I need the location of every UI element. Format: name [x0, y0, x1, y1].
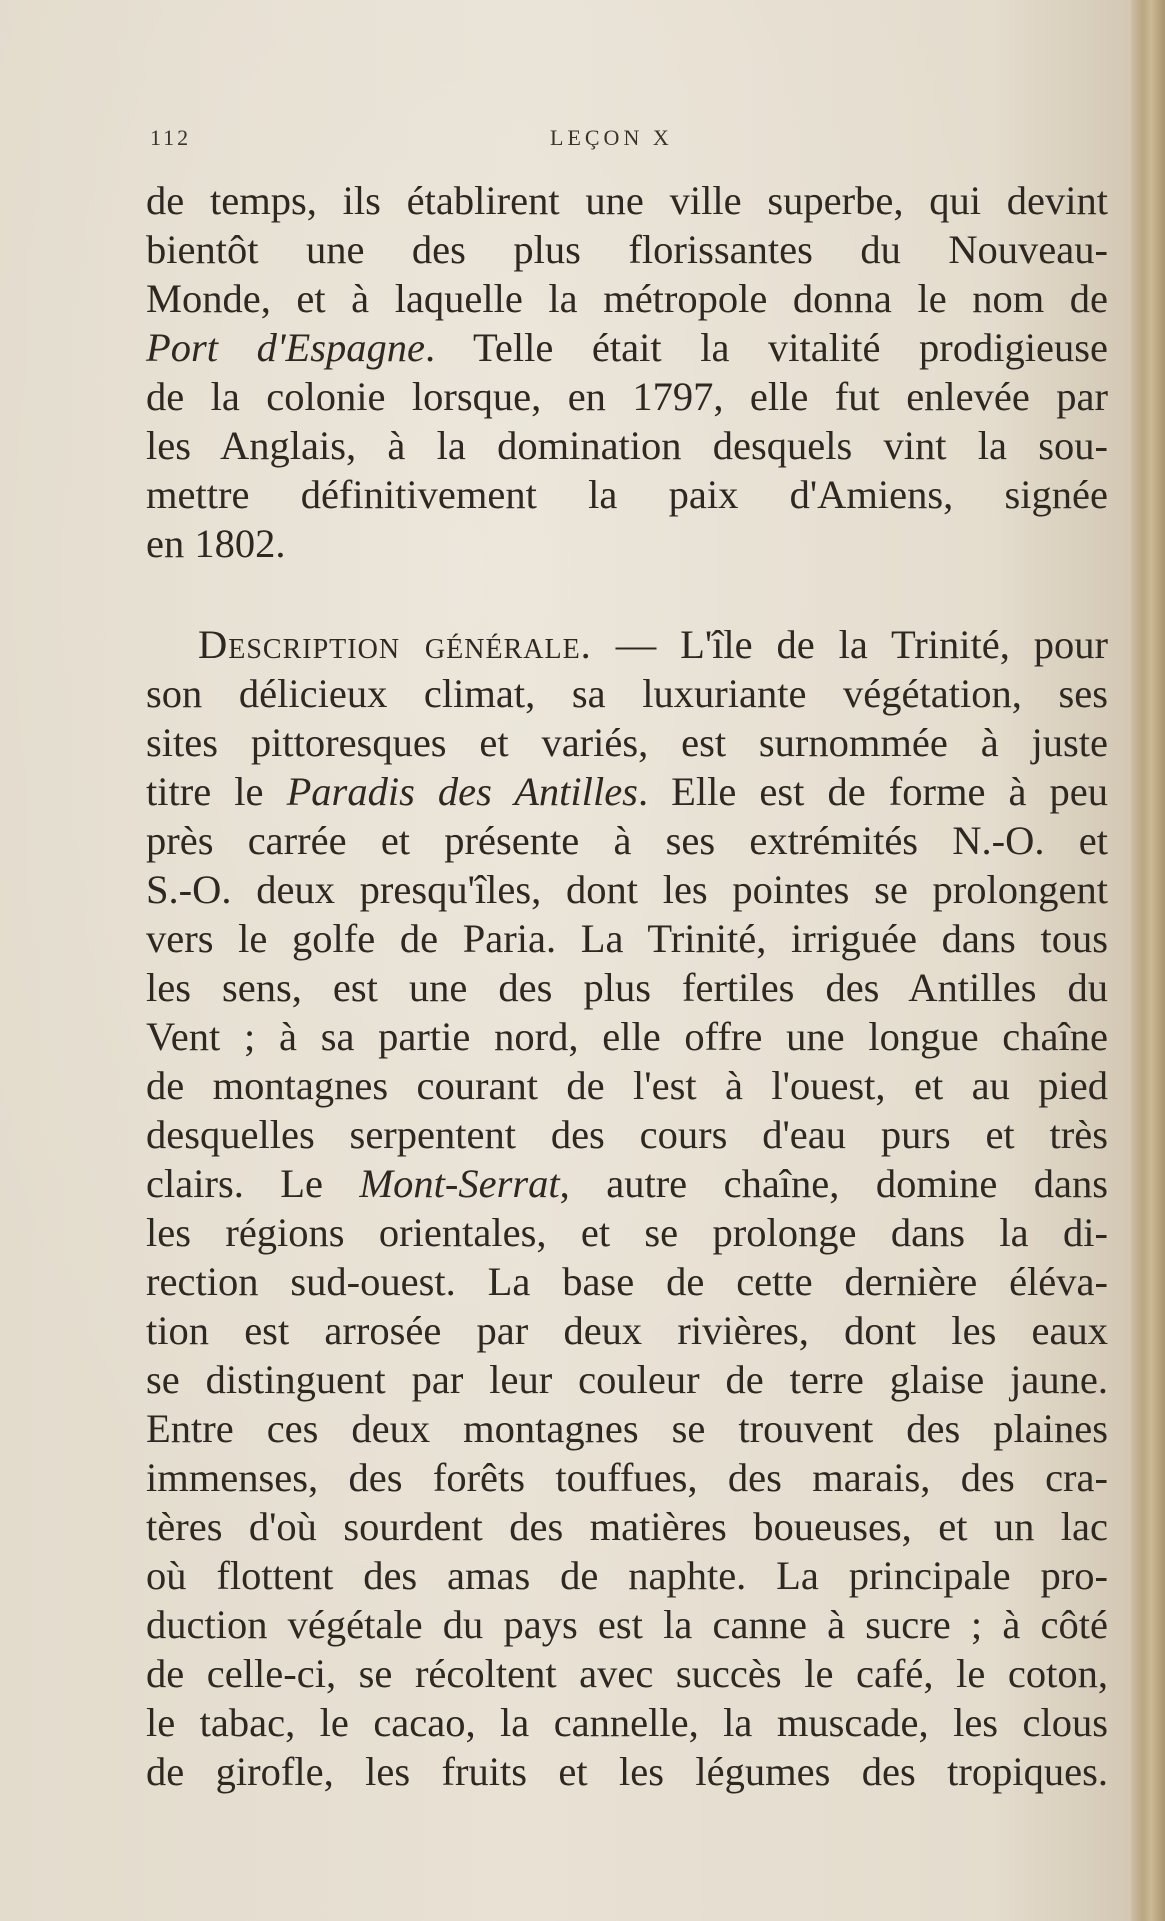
text-line: sites pittoresques et variés, est surnommée à juste [146, 720, 1108, 765]
text-line: en 1802. [146, 521, 286, 566]
text-line: tion est arrosée par deux rivières, dont les eaux [146, 1308, 1108, 1353]
text-line: duction végétale du pays est la canne à sucre ; à côté [146, 1602, 1108, 1647]
text-fragment: — L'île de la Trinité, pour [591, 622, 1109, 667]
text-line: S.-O. deux presqu'îles, dont les pointes se prolongent [146, 867, 1108, 912]
text-line: vers le golfe de Paria. La Trinité, irriguée dans tous [146, 916, 1108, 961]
text-line: où flottent des amas de naphte. La principale pro- [146, 1553, 1108, 1598]
italic-title: Paradis des Antilles [286, 769, 638, 814]
running-head [146, 125, 1106, 155]
text-line: Vent ; à sa partie nord, elle offre une longue chaîne [146, 1014, 1108, 1059]
chapter-title: LEÇON X [550, 125, 673, 150]
text-line: les régions orientales, et se prolonge dans la di- [146, 1210, 1108, 1255]
text-line: de montagnes courant de l'est à l'ouest, et au pied [146, 1063, 1108, 1108]
section-heading: Description générale. [198, 622, 592, 667]
text-fragment: clairs. Le [146, 1161, 360, 1206]
text-fragment: . Elle est de forme à peu [637, 769, 1108, 814]
text-line: le tabac, le cacao, la cannelle, la muscade, les clous [146, 1700, 1108, 1745]
body-text [146, 176, 1108, 1796]
text-line: les sens, est une des plus fertiles des Antilles du [146, 965, 1108, 1010]
text-fragment: , autre chaîne, domine dans [559, 1161, 1108, 1206]
paragraph-gap [146, 568, 1108, 620]
page-edge [1131, 0, 1165, 1921]
text-line: immenses, des forêts touffues, des marais, des cra- [146, 1455, 1108, 1500]
text-line [146, 767, 1108, 816]
text-line: desquelles serpentent des cours d'eau purs et très [146, 1112, 1108, 1157]
text-line: mettre définitivement la paix d'Amiens, signée [146, 472, 1108, 517]
italic-place-name: Port d'Espagne [146, 325, 425, 370]
text-line: de la colonie lorsque, en 1797, elle fut enlevée par [146, 374, 1108, 419]
text-line: près carrée et présente à ses extrémités N.-O. et [146, 818, 1108, 863]
text-fragment: . Telle était la vitalité prodigieuse [424, 325, 1109, 370]
text-line: de girofle, les fruits et les légumes des tropiques. [146, 1749, 1108, 1794]
text-fragment: titre le [146, 769, 287, 814]
text-line: rection sud-ouest. La base de cette dernière éléva- [146, 1259, 1108, 1304]
text-line: se distinguent par leur couleur de terre glaise jaune. [146, 1357, 1108, 1402]
text-line: les Anglais, à la domination desquels vint la sou- [146, 423, 1108, 468]
page-number: 112 [150, 125, 192, 150]
italic-place-name: Mont-Serrat [359, 1161, 560, 1206]
text-line: Monde, et à laquelle la métropole donna le nom de [146, 276, 1108, 321]
text-line: tères d'où sourdent des matières boueuses, et un lac [146, 1504, 1108, 1549]
text-line: de celle-ci, se récoltent avec succès le café, le coton, [146, 1651, 1108, 1696]
text-line: Entre ces deux montagnes se trouvent des plaines [146, 1406, 1108, 1451]
text-line [146, 1159, 1108, 1208]
text-line: bientôt une des plus florissantes du Nouveau- [146, 227, 1108, 272]
text-line [146, 620, 1108, 669]
text-line: de temps, ils établirent une ville superbe, qui devint [146, 178, 1108, 223]
text-line: son délicieux climat, sa luxuriante végétation, ses [146, 671, 1108, 716]
text-line [146, 323, 1108, 372]
